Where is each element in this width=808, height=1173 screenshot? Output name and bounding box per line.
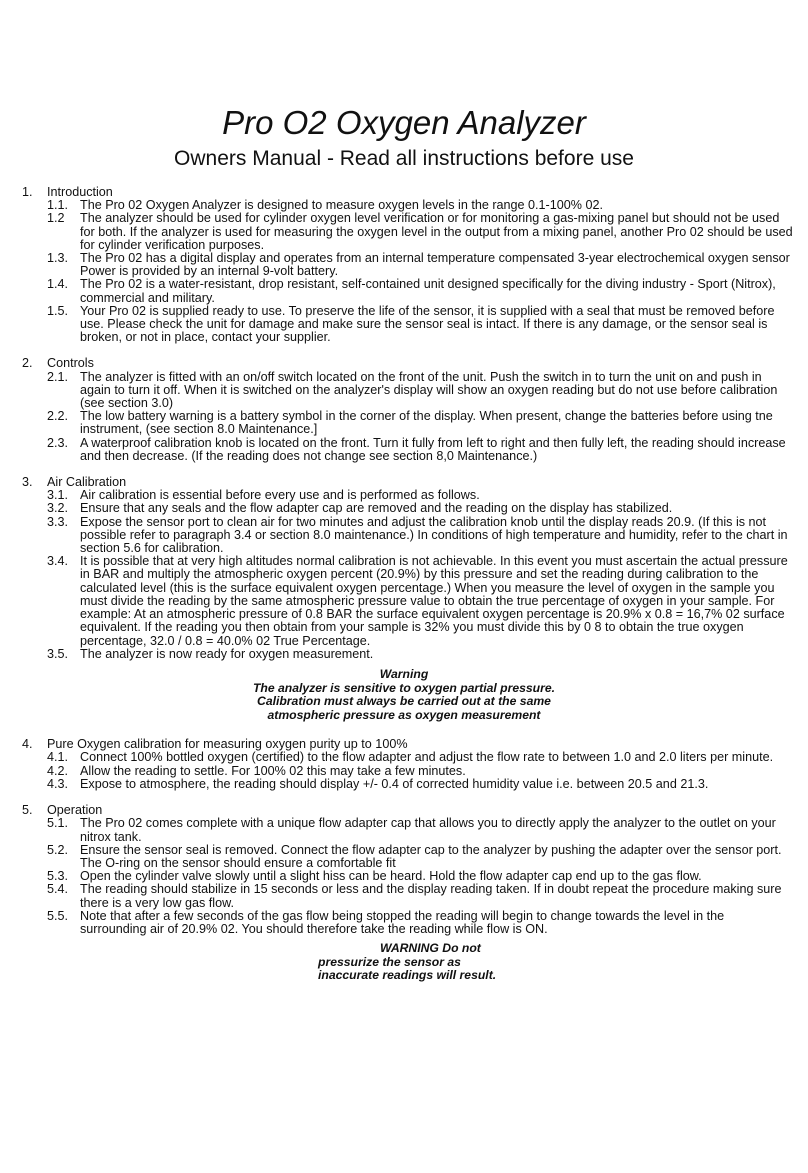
list-item — [0, 252, 808, 278]
item-number: 1.2 — [47, 211, 65, 226]
list-item — [0, 410, 808, 436]
item-number: 5.1. — [47, 816, 69, 831]
list-item — [0, 555, 808, 647]
section-number: 1. — [22, 185, 33, 199]
item-text: Allow the reading to settle. For 100% 02 this may take a few minutes. — [80, 763, 466, 778]
document-title: Pro O2 Oxygen Analyzer — [222, 104, 586, 141]
item-text: Open the cylinder valve slowly until a slight hiss can be heard. Hold the flow adapter cap end up to the gas flow. — [80, 869, 702, 884]
list-item — [0, 437, 808, 463]
item-text: The Pro 02 has a digital display and operates from an internal temperature compensated 3-year electrochemical oxygen sensor Power is provided by an internal 9-volt battery. — [80, 251, 790, 279]
item-text: The low battery warning is a battery symbol in the corner of the display. When present, change the batteries before using tne instrument, (see section 8.0 Maintenance.] — [80, 409, 773, 437]
item-number: 4.3. — [47, 776, 69, 791]
item-number: 2.3. — [47, 435, 69, 450]
item-text: Expose the sensor port to clean air for two minutes and adjust the calibration knob until the display reads 20.9. (If this is not possible refer to paragraph 3.4 or section 8.0 maintenance.) In conditions of high temperature and humidity, refer to the chart in section 5.6 for calibration. — [80, 514, 788, 556]
section-heading: Operation — [47, 803, 103, 818]
list-item — [0, 844, 808, 870]
item-number: 5.2. — [47, 842, 69, 857]
item-text: Expose to atmosphere, the reading should display +/- 0.4 of corrected humidity value i.e. between 20.5 and 21.3. — [80, 776, 709, 791]
item-text: The analyzer is fitted with an on/off switch located on the front of the unit. Push the switch in to turn the unit on and push in again to turn it off. When it is switched on the analyzer's display will show an oxygen reading but do not use before calibration (see section 3.0) — [80, 369, 778, 411]
list-item — [0, 883, 808, 909]
item-number: 2.2. — [47, 409, 69, 424]
manual-body — [0, 186, 808, 983]
list-item — [0, 305, 808, 345]
section-number: 3. — [22, 475, 33, 490]
section-introduction — [0, 186, 808, 344]
document-subtitle: Owners Manual - Read all instructions before use — [174, 147, 634, 170]
item-text: Air calibration is essential before every use and is performed as follows. — [80, 488, 480, 503]
list-item — [0, 910, 808, 936]
section-controls — [0, 357, 808, 463]
warning-box-pressurize — [0, 942, 808, 983]
item-number: 3.5. — [47, 646, 69, 661]
section-number: 5. — [22, 803, 33, 818]
warning-line: atmospheric pressure as oxygen measurement — [267, 707, 541, 722]
item-number: 5.5. — [47, 908, 69, 923]
item-text: The Pro 02 is a water-resistant, drop resistant, self-contained unit designed specifically for the diving industry - Sport (Nitrox), commercial and military. — [80, 277, 776, 305]
list-item — [0, 371, 808, 411]
list-item — [0, 778, 808, 791]
list-item — [0, 817, 808, 843]
item-text: The Pro 02 Oxygen Analyzer is designed to measure oxygen levels in the range 0.1-100% 02. — [80, 198, 603, 213]
item-text: The reading should stabilize in 15 seconds or less and the display reading taken. If in doubt repeat the procedure making sure there is a very low gas flow. — [80, 882, 782, 910]
warning-line: inaccurate readings will result. — [318, 968, 497, 983]
warning-title: Warning — [379, 666, 429, 681]
item-text: Note that after a few seconds of the gas flow being stopped the reading will begin to change towards the level in the surrounding air of 20.9% 02. You should therefore take the reading while flow is ON. — [80, 908, 725, 936]
item-number: 5.4. — [47, 882, 69, 897]
section-heading: Controls — [47, 356, 94, 371]
warning-line: Calibration must always be carried out at the same — [257, 694, 551, 709]
item-number: 3.1. — [47, 488, 69, 503]
warning-line: The analyzer is sensitive to oxygen partial pressure. — [252, 680, 556, 695]
item-text: The analyzer should be used for cylinder oxygen level verification or for monitoring a gas-mixing panel but should not be used for both. If the analyzer is used for measuring the oxygen level in the output from a mixing panel, another Pro 02 should be used for cylinder verification purposes. — [80, 211, 793, 252]
section-pure-oxygen-calibration — [0, 738, 808, 791]
item-number: 5.3. — [47, 869, 69, 884]
item-number: 1.5. — [47, 303, 69, 318]
item-number: 3.4. — [47, 554, 69, 569]
section-operation — [0, 804, 808, 936]
section-heading: Introduction — [47, 185, 113, 199]
list-item — [0, 648, 808, 661]
section-air-calibration — [0, 476, 808, 661]
item-text: Your Pro 02 is supplied ready to use. To preserve the life of the sensor, it is supplied with a seal that must be removed before use. Please check the unit for damage and make sure the sensor seal is intact. If there is any damage, or the sensor seal is broken, or not in place, contact your supplier. — [80, 303, 775, 345]
item-number: 1.4. — [47, 277, 69, 292]
item-text: Connect 100% bottled oxygen (certified) to the flow adapter and adjust the flow rate to between 1.0 and 2.0 liters per minute. — [80, 750, 774, 765]
item-text: Ensure the sensor seal is removed. Connect the flow adapter cap to the analyzer by pushing the adapter over the sensor port. The O-ring on the sensor should ensure a comfortable fit — [80, 842, 782, 870]
item-number: 3.3. — [47, 514, 69, 529]
section-number: 4. — [22, 737, 33, 752]
item-number: 2.1. — [47, 369, 69, 384]
section-number: 2. — [22, 356, 33, 371]
item-text: The analyzer is now ready for oxygen measurement. — [80, 646, 374, 661]
warning-box — [0, 668, 808, 722]
list-item — [0, 278, 808, 304]
item-number: 4.1. — [47, 750, 69, 765]
warning-line: WARNING Do not — [380, 941, 481, 956]
item-number: 3.2. — [47, 501, 69, 516]
item-text: A waterproof calibration knob is located on the front. Turn it fully from left to right and then fully left, the reading should increase and then decrease. (If the reading does not change see section 8,0 Maintenance.) — [80, 435, 786, 463]
list-item — [0, 212, 808, 252]
item-number: 1.3. — [47, 251, 69, 266]
item-text: Ensure that any seals and the flow adapter cap are removed and the reading on the display has stabilized. — [80, 501, 673, 516]
item-text: It is possible that at very high altitudes normal calibration is not achievable. In this event you must ascertain the actual pressure in BAR and multiply the atmospheric oxygen percent (20.9%) by this pressure and set the reading during calibration to the calculated level (this is the surface equivalent oxygen percentage.) When you measure the level of oxygen in the sample you must divide the reading by the same atmospheric pressure value to obtain the true percentage of oxygen in your sample. For example: At an atmospheric pressure of 0.8 BAR the surface equivalent oxygen percentage is 20.9% x 0.8 = 16,7% 02 surface equivalent. If the reading you then obtain from your sample is 32% you must divide this by 0 8 to obtain the true oxygen percentage, 32.0 / 0.8 = 40.0% 02 True Percentage. — [80, 554, 788, 648]
section-heading: Air Calibration — [47, 475, 127, 490]
section-heading: Pure Oxygen calibration for measuring oxygen purity up to 100% — [47, 737, 408, 752]
item-number: 1.1. — [47, 198, 69, 213]
warning-line: pressurize the sensor as — [318, 954, 461, 969]
list-item — [0, 516, 808, 556]
item-text: The Pro 02 comes complete with a unique flow adapter cap that allows you to directly apply the analyzer to the outlet on your nitrox tank. — [80, 816, 776, 844]
item-number: 4.2. — [47, 763, 69, 778]
